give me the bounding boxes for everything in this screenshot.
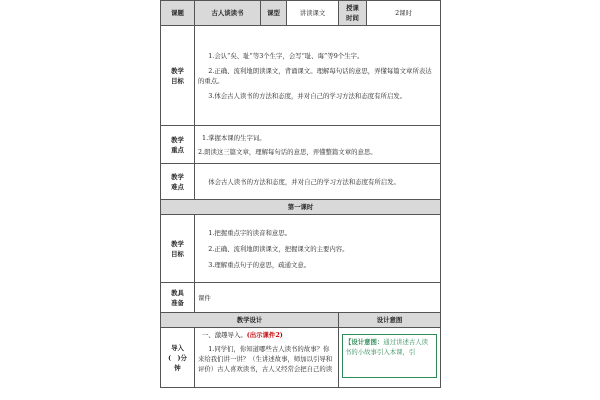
period-goal-item: 1.把握重点字的读音和意思。 [208, 228, 292, 237]
key-points-row [161, 126, 441, 164]
goal-item: 1.会认“矣、耻”等3个生字，会写“耻、诲”等9个生字。 [208, 51, 364, 60]
period-goals-content [195, 215, 441, 283]
intent-label: 【设计意图： [345, 338, 384, 346]
goals-label-line1: 教学 [171, 66, 184, 75]
step-title [198, 330, 335, 340]
difficulties-content: 体会古人读书的方法和态度，并对自己的学习方法和态度有所启发。 [195, 164, 441, 200]
goal-item: 3.体会古人读书的方法和态度，并对自己的学习方法和态度有所启发。 [208, 91, 407, 100]
time-label [339, 1, 367, 26]
key-points-label-line1: 教学 [171, 135, 184, 144]
topic-label: 课题 [161, 1, 195, 26]
prep-label [161, 283, 195, 313]
design-header-row [161, 313, 441, 328]
goals-label [161, 26, 195, 126]
intent-content [339, 328, 441, 388]
intent-header: 设计意图 [339, 313, 441, 328]
goals-content [195, 26, 441, 126]
key-point-item: 2.朗读这三篇文章，理解每句话的意思，弄懂整篇文章的意思。 [198, 147, 377, 156]
key-points-label [161, 126, 195, 164]
prep-row [161, 283, 441, 313]
time-label-line2: 时间 [346, 14, 359, 22]
lesson-plan-table [160, 0, 441, 388]
time-label-line1: 授课 [346, 4, 359, 12]
difficulties-label-line1: 教学 [171, 172, 184, 181]
step-label-line1: 导入 [171, 343, 184, 352]
period-title: 第一课时 [161, 200, 441, 215]
period-goals-label-line1: 教学 [171, 239, 184, 248]
period-goal-item: 2.正确、流利地朗读课文，把握课文的主要内容。 [208, 244, 349, 253]
design-header: 教学设计 [161, 313, 339, 328]
step-label-line3: 钟 [174, 363, 181, 372]
goal-item: 2.正确、流利地朗读课文，背诵课文。理解每句话的意思，弄懂每篇文章所表达的重点。 [198, 66, 432, 85]
type-label: 课型 [261, 1, 287, 26]
goals-row [161, 26, 441, 126]
step-title-note: (出示课件2) [246, 331, 283, 339]
key-points-label-line2: 重点 [171, 145, 184, 154]
intent-box [342, 334, 437, 378]
period-goals-label-line2: 目标 [171, 249, 184, 258]
step-title-text: 一、激趣导入。 [202, 331, 247, 339]
intent-text: 通过讲述古人读书的小故事引入本课，引 [345, 338, 429, 356]
period-goals-row [161, 215, 441, 283]
difficulties-row [161, 164, 441, 200]
goals-label-line2: 目标 [171, 76, 184, 85]
step-label-line2: ( )分 [168, 353, 187, 362]
design-content-row [161, 328, 441, 388]
step-label [161, 328, 195, 388]
period-title-row [161, 200, 441, 215]
prep-label-line1: 教具 [171, 288, 184, 297]
header-row [161, 1, 441, 26]
difficulties-label-line2: 难点 [171, 182, 184, 191]
time-value: 2课时 [367, 1, 441, 26]
type-value: 讲读课文 [287, 1, 339, 26]
period-goals-label [161, 215, 195, 283]
prep-value: 课件 [195, 283, 441, 313]
lesson-plan-page [160, 0, 440, 400]
period-goal-item: 3.理解重点句子的意思，疏通文意。 [208, 260, 311, 269]
step-content [195, 328, 339, 388]
step-text: 1.同学们，你知道哪些古人读书的故事？你来给我们讲一讲？（生讲述故事，师加以引导和评价）古人喜欢读书，古人又经常会把自己的读 [198, 345, 333, 373]
key-point-item: 1.掌握本课的生字词。 [202, 133, 266, 142]
topic-value: 古人谈读书 [195, 1, 261, 26]
prep-label-line2: 准备 [171, 298, 184, 307]
key-points-content [195, 126, 441, 164]
difficulties-label [161, 164, 195, 200]
